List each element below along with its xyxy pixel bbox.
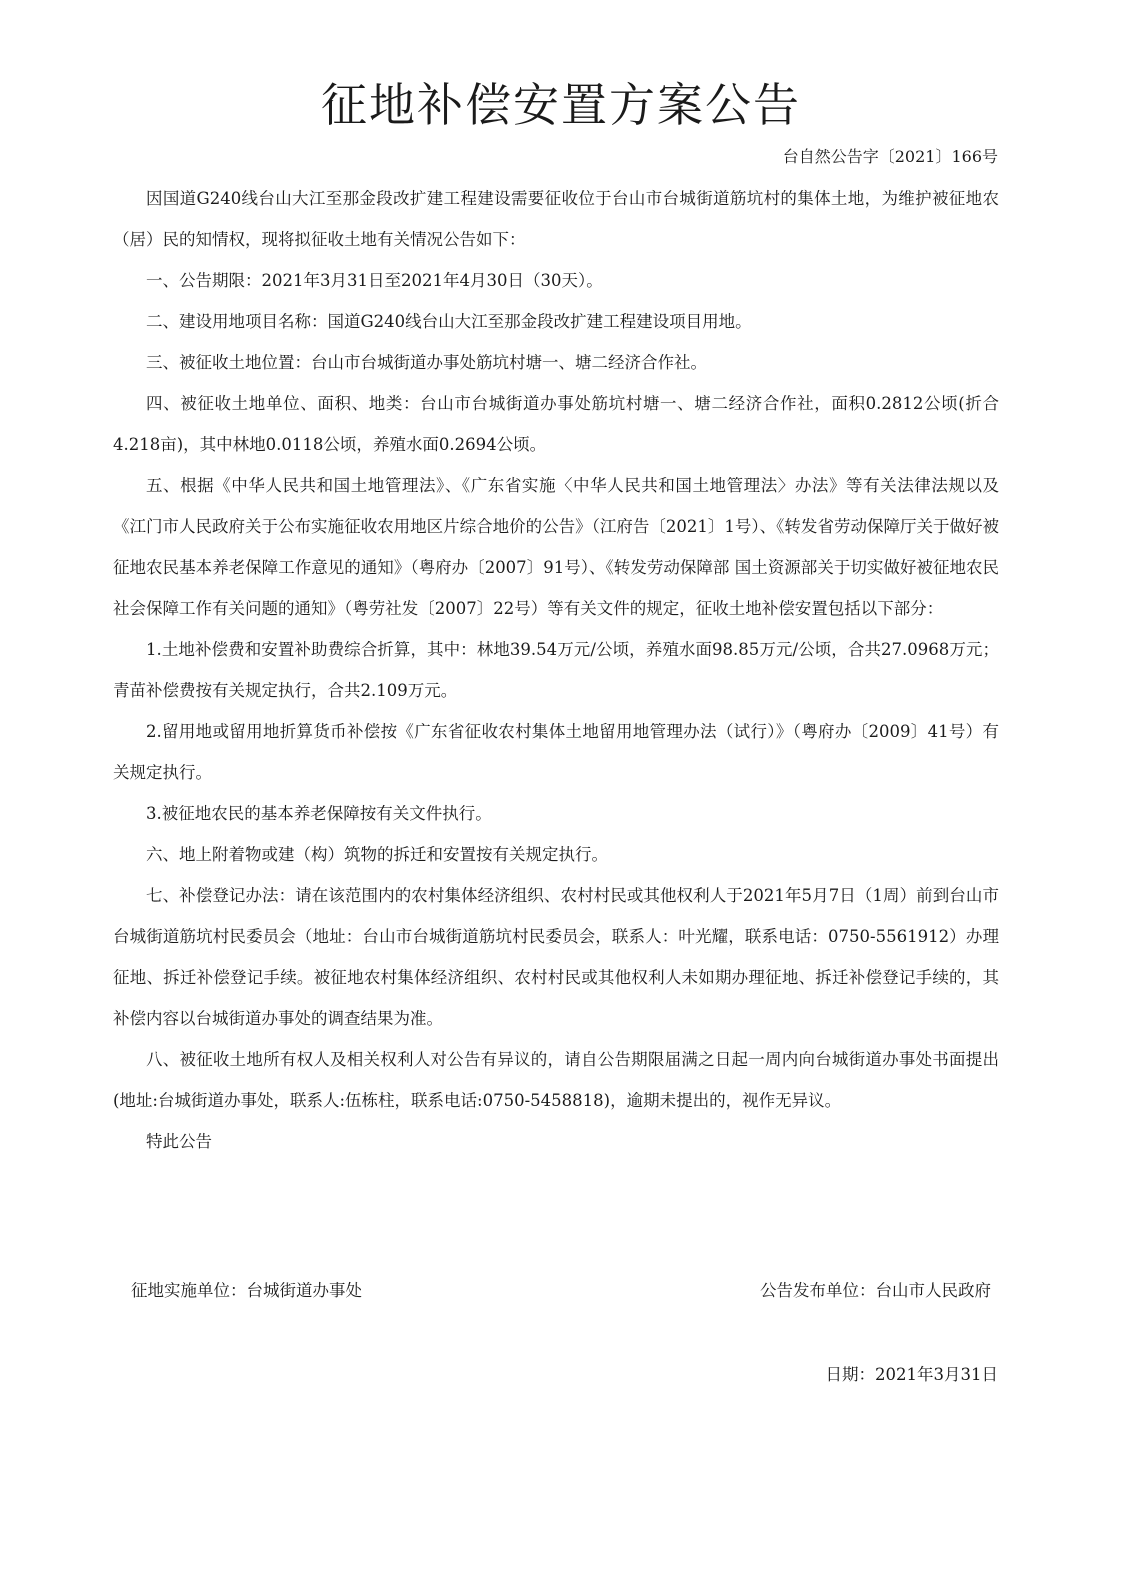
- paragraph-intro: 因国道G240线台山大江至那金段改扩建工程建设需要征收位于台山市台城街道筋坑村的集体土地，为维护被征地农（居）民的知情权，现将拟征收土地有关情况公告如下：: [113, 189, 999, 249]
- issuing-unit: 公告发布单位：台山市人民政府: [760, 1281, 991, 1300]
- paragraph-land-area: 四、被征收土地单位、面积、地类：台山市台城街道办事处筋坑村塘一、塘二经济合作社，面积0.2812公顷(折合4.218亩)，其中林地0.0118公顷，养殖水面0.2694公顷。: [113, 394, 999, 454]
- paragraph-compensation-1: 1.土地补偿费和安置补助费综合折算，其中：林地39.54万元/公顷，养殖水面98.85万元/公顷，合共27.0968万元；青苗补偿费按有关规定执行，合共2.109万元。: [113, 640, 999, 700]
- paragraph-project-name: 二、建设用地项目名称：国道G240线台山大江至那金段改扩建工程建设项目用地。: [146, 312, 752, 331]
- paragraph-land-location: 三、被征收土地位置：台山市台城街道办事处筋坑村塘一、塘二经济合作社。: [146, 353, 707, 372]
- paragraph-closing: 特此公告: [146, 1132, 212, 1151]
- paragraph-relocation: 六、地上附着物或建（构）筑物的拆迁和安置按有关规定执行。: [146, 845, 608, 864]
- document-number: 台自然公告字〔2021〕166号: [782, 147, 998, 166]
- document-date: 日期：2021年3月31日: [825, 1365, 998, 1384]
- paragraph-objection: 八、被征收土地所有权人及相关权利人对公告有异议的，请自公告期限届满之日起一周内向台城街道办事处书面提出(地址:台城街道办事处，联系人:伍栋柱，联系电话:0750-5458818)，逾期未提出的，视作无异议。: [113, 1050, 999, 1110]
- document-body: [113, 178, 999, 1162]
- document-title: 征地补偿安置方案公告: [321, 78, 801, 132]
- paragraph-compensation-2: 2.留用地或留用地折算货币补偿按《广东省征收农村集体土地留用地管理办法（试行）》（粤府办〔2009〕41号）有关规定执行。: [113, 722, 999, 782]
- implementing-unit: 征地实施单位：台城街道办事处: [131, 1281, 362, 1300]
- paragraph-legal-basis: 五、根据《中华人民共和国土地管理法》、《广东省实施〈中华人民共和国土地管理法〉办法》等有关法律法规以及《江门市人民政府关于公布实施征收农用地区片综合地价的公告》（江府告〔2021〕1号）、《转发省劳动保障厅关于做好被征地农民基本养老保障工作意见的通知》（粤府办〔2007〕91号）、《转发劳动保障部 国土资源部关于切实做好被征地农民社会保障工作有关问题的通知》（粤劳社发〔2007〕22号）等有关文件的规定，征收土地补偿安置包括以下部分：: [113, 476, 999, 618]
- paragraph-compensation-3: 3.被征地农民的基本养老保障按有关文件执行。: [146, 804, 492, 823]
- paragraph-registration: 七、补偿登记办法：请在该范围内的农村集体经济组织、农村村民或其他权利人于2021年5月7日（1周）前到台山市台城街道筋坑村民委员会（地址：台山市台城街道筋坑村民委员会，联系人：叶光耀，联系电话：0750-5561912）办理征地、拆迁补偿登记手续。被征地农村集体经济组织、农村村民或其他权利人未如期办理征地、拆迁补偿登记手续的，其补偿内容以台城街道办事处的调查结果为准。: [113, 886, 999, 1028]
- paragraph-period: 一、公告期限：2021年3月31日至2021年4月30日（30天）。: [146, 271, 603, 290]
